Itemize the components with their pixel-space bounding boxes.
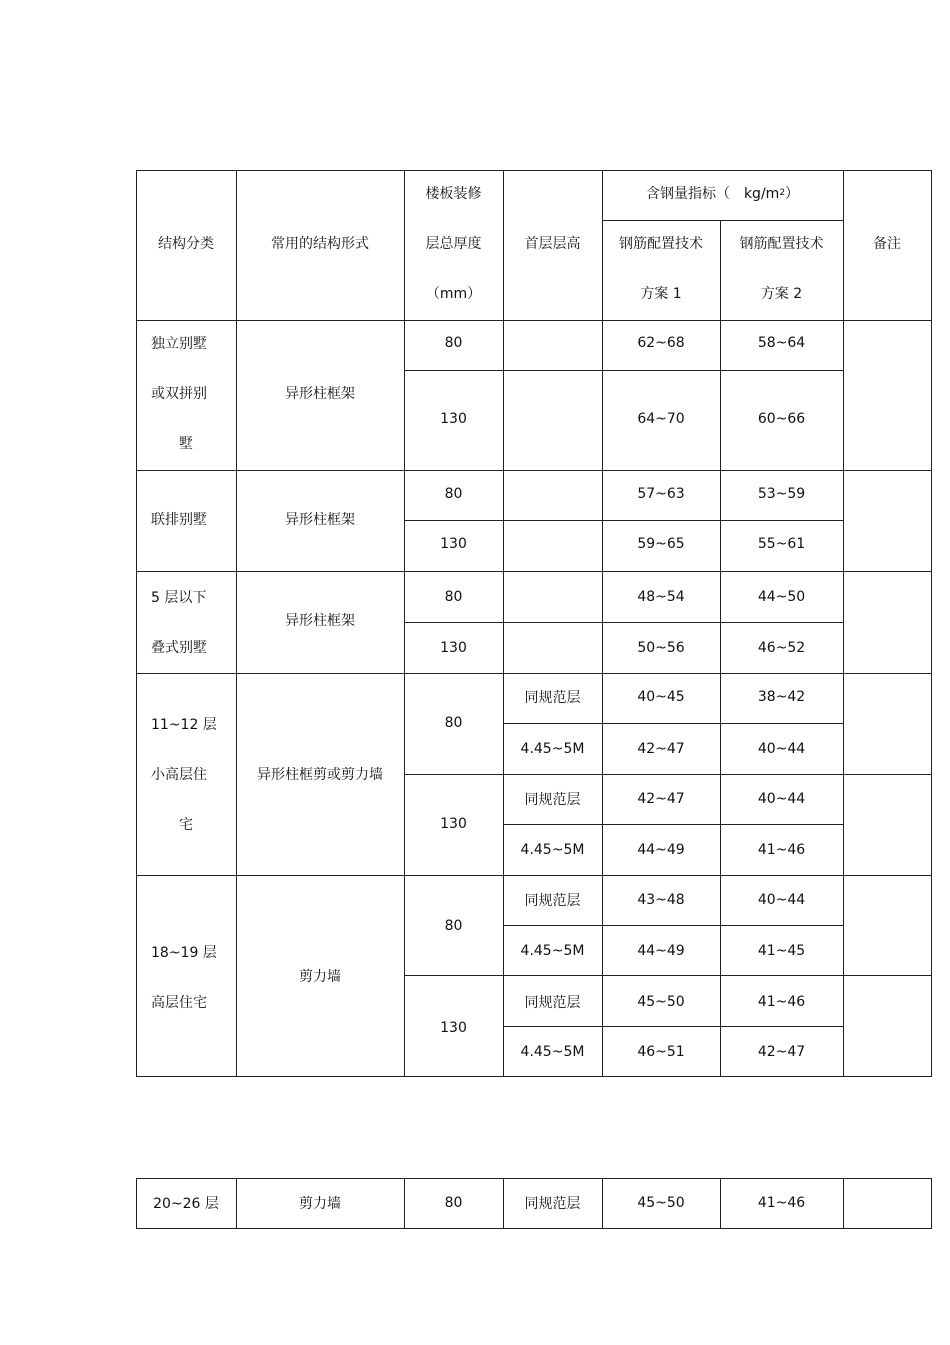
group4-row3-plan1: 46~51 [637, 1044, 685, 1060]
group3-row1-plan2: 40~44 [757, 741, 806, 757]
group1-row0-height [503, 471, 602, 517]
group1-row0-thickness: 80 [444, 486, 463, 502]
group3-row2-plan2: 40~44 [757, 791, 806, 807]
group3-row2-plan1: 42~47 [637, 791, 685, 807]
group3-row3-plan1: 44~49 [637, 842, 685, 858]
t2-form: 剪力墙 [299, 1196, 341, 1212]
group4-row3-plan2: 42~47 [757, 1044, 806, 1060]
group4-row0-plan2: 40~44 [757, 892, 806, 908]
group2-category-line2: 叠式别墅 [151, 640, 207, 656]
group0-row0-plan2: 58~64 [757, 335, 806, 351]
group0-form: 异形柱框架 [285, 386, 355, 402]
header-plan1-line2: 方案 1 [640, 286, 682, 302]
group0-row0-height [503, 320, 602, 366]
group2-row1-height [503, 625, 602, 671]
group3-row3-height: 4.45~5M [520, 842, 585, 858]
t2-plan2: 41~46 [757, 1195, 806, 1211]
group0-row1-height [503, 396, 602, 442]
steel-index-sup: 2 [779, 188, 786, 198]
group3-row2-height: 同规范层 [524, 792, 581, 808]
group0-row0-thickness: 80 [444, 335, 463, 351]
group2-row0-plan1: 48~54 [637, 589, 685, 605]
group4-thickness-80: 80 [444, 918, 463, 934]
group0-row0-plan1: 62~68 [637, 335, 685, 351]
header-slab-thickness-line2: 层总厚度 [425, 236, 482, 252]
group1-row1-thickness: 130 [440, 536, 467, 552]
group3-form: 异形柱框剪或剪力墙 [257, 767, 383, 783]
group3-category-line2: 小高层住 [151, 767, 207, 783]
header-plan1-line1: 钢筋配置技术 [619, 236, 703, 252]
group3-row0-height: 同规范层 [524, 690, 581, 706]
group1-category-line1: 联排别墅 [151, 512, 207, 528]
group4-row0-plan1: 43~48 [637, 892, 685, 908]
header-remarks: 备注 [873, 236, 901, 252]
group2-row1-plan2: 46~52 [757, 640, 806, 656]
t2-height: 同规范层 [524, 1196, 581, 1212]
header-common-form: 常用的结构形式 [271, 236, 369, 252]
group3-row1-plan1: 42~47 [637, 741, 685, 757]
header-first-floor-height: 首层层高 [524, 236, 581, 252]
group4-row2-plan2: 41~46 [757, 994, 806, 1010]
group0-category-line2: 或双拼别 [151, 386, 207, 402]
group4-row3-height: 4.45~5M [520, 1044, 585, 1060]
group4-row1-plan1: 44~49 [637, 943, 685, 959]
group4-category-line1: 18~19 层 [151, 945, 217, 961]
group4-category-line2: 高层住宅 [151, 995, 207, 1011]
steel-index-label: 含钢量指标（ kg/m [645, 186, 780, 202]
group4-row2-plan1: 45~50 [637, 994, 685, 1010]
group3-category-line1: 11~12 层 [151, 717, 217, 733]
steel-index-suffix: ） [785, 186, 800, 202]
group4-row1-plan2: 41~45 [757, 943, 806, 959]
group2-row0-height [503, 574, 602, 620]
group1-row1-plan2: 55~61 [757, 536, 806, 552]
header-steel-index [602, 170, 843, 216]
header-plan2-line2: 方案 2 [760, 286, 803, 302]
group0-category-line1: 独立别墅 [151, 336, 207, 352]
group2-category-line1: 5 层以下 [151, 590, 207, 606]
group2-row0-plan2: 44~50 [757, 589, 806, 605]
group3-category-line3: 宅 [179, 817, 193, 833]
t2-category: 20~26 层 [153, 1196, 219, 1212]
group3-thickness-80: 80 [444, 715, 463, 731]
group1-row0-plan2: 53~59 [757, 486, 806, 502]
group3-row1-height: 4.45~5M [520, 741, 585, 757]
group2-form: 异形柱框架 [285, 613, 355, 629]
group1-row1-plan1: 59~65 [637, 536, 685, 552]
t2-plan1: 45~50 [637, 1195, 685, 1211]
group3-row0-plan1: 40~45 [637, 689, 685, 705]
group0-row1-plan1: 64~70 [637, 411, 685, 427]
header-slab-thickness-line3: （mm） [425, 286, 482, 302]
group0-category-line3: 墅 [179, 436, 193, 452]
group4-row2-height: 同规范层 [524, 995, 581, 1011]
group1-row0-plan1: 57~63 [637, 486, 685, 502]
t2-remarks [843, 1180, 931, 1226]
group0-row1-plan2: 60~66 [757, 411, 806, 427]
group1-form: 异形柱框架 [285, 512, 355, 528]
group4-row1-height: 4.45~5M [520, 943, 585, 959]
header-structure-class: 结构分类 [158, 236, 214, 252]
header-slab-thickness-line1: 楼板装修 [425, 186, 482, 202]
group2-row1-thickness: 130 [440, 640, 467, 656]
header-plan2-line1: 钢筋配置技术 [739, 236, 824, 252]
group4-form: 剪力墙 [299, 969, 341, 985]
group2-row0-thickness: 80 [444, 589, 463, 605]
group3-row3-plan2: 41~46 [757, 842, 806, 858]
group1-row1-height [503, 521, 602, 567]
group4-thickness-130: 130 [440, 1020, 467, 1036]
group3-row0-plan2: 38~42 [757, 689, 806, 705]
group3-thickness-130: 130 [440, 816, 467, 832]
group0-row1-thickness: 130 [440, 411, 467, 427]
t2-thickness: 80 [444, 1195, 463, 1211]
group2-row1-plan1: 50~56 [637, 640, 685, 656]
group4-row0-height: 同规范层 [524, 893, 581, 909]
